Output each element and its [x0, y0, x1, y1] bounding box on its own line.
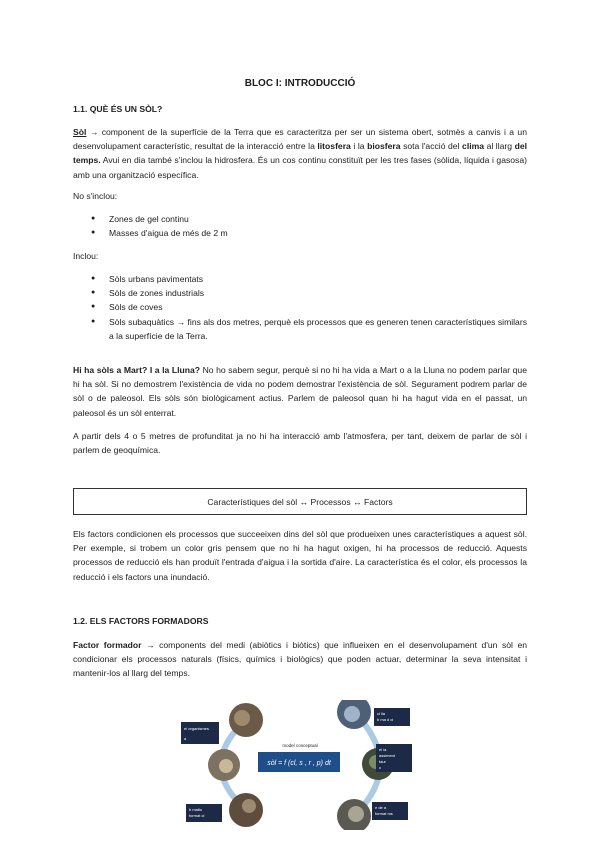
section-heading-1: 1.1. QUÈ ÉS UN SÒL?: [73, 104, 163, 114]
label-time-line: format ms: [375, 811, 393, 816]
mars-question: Hi ha sòls a Mart? I a la Lluna?: [73, 365, 201, 375]
factor-definition: [73, 638, 527, 681]
term-biosfera: biosfera: [367, 141, 401, 152]
arrow: →: [86, 127, 102, 137]
list-item: ● Sòls de coves: [73, 300, 527, 314]
term-clima: clima: [462, 141, 485, 152]
factor-text: components del medi (abiòtics i biòtics) que influeixen en el desenvolupament d'un sòl en condicionar els processos naturals (físics, químics i biològics) que poden actuar, determinar la seva intensitat i mantenir-los al llarg del temps.: [73, 640, 528, 679]
not-included-label: No s'inclou:: [73, 191, 118, 201]
def-text-e: Avui en dia també s'inclou la hidrosfera. És un cos continu constituït per les tres fases (sòlida, líquida i gasosa) amb una organització específica.: [73, 155, 527, 180]
label-organisms-line: el organismes: [184, 726, 209, 731]
parent-material-photo-detail: [242, 799, 256, 813]
soil-term: Sòl: [73, 127, 87, 137]
factor-term: Factor formador: [73, 640, 142, 650]
page-title: BLOC I: INTRODUCCIÓ: [244, 78, 356, 89]
section-heading-2: 1.2. ELS FACTORS FORMADORS: [73, 616, 209, 626]
mars-text: No ho sabem segur, perquè si no hi ha vida a Mart o a la Lluna no podem parlar que hi ha sòl. Si no demostrem l'existència de vida no podem demostrar l'existència de sòl. Segurament podrem parlar de sòl o de paleosol. Els sòls són biològicament actius. Parlem de paleosol quan hi ha hagut vida en el passat, un paleosol és un sòl enterrat.: [73, 365, 527, 418]
organisms-photo-detail: [234, 710, 250, 726]
model-title: model conceptual: [282, 743, 318, 748]
soil-factors-diagram: [176, 700, 426, 830]
list-item: ● Sòls urbans pavimentats: [73, 272, 527, 286]
arrow: →: [141, 640, 160, 650]
label-water-line: taur: [379, 759, 386, 764]
not-included-list: [73, 212, 527, 240]
label-climate-line: b ma d ci: [377, 717, 394, 722]
depth-paragraph: A partir dels 4 o 5 metres de profunditat ja no hi ha interacció amb l'atmosfera, per tant, deixem de parlar de sòl i parlem de geoquímica.: [73, 431, 527, 456]
soil-definition: [73, 125, 527, 182]
label-time-line: e de a: [375, 805, 387, 810]
topography-photo-detail: [219, 759, 233, 773]
label-organisms-line: a: [184, 736, 187, 741]
label-water-line: el ia: [379, 747, 387, 752]
label-water-line: c: [379, 765, 381, 770]
factors-paragraph: Els factors condicionen els processos que succeeixen dins del sòl que produeixen unes característiques a aquest sòl. Per exemple, si trobem un color gris pensem que no hi ha hagut oxigen, hi ha processos de reducció. Aquests processos de reducció els han produït l'entrada d'aigua i la sortida d'aire. La característica és el color, els processos la reducció i els factors una inundació.: [73, 529, 527, 582]
included-list: [73, 272, 527, 343]
formula-text: sòl = f (cl, s , r , p) dt: [267, 760, 331, 767]
def-text-b: i la: [350, 141, 368, 152]
relationship-box: Característiques del sòl ↔ Processos ↔ Factors: [73, 488, 527, 515]
label-water-line: assiment: [379, 753, 396, 758]
list-item: ● Masses d'aigua de més de 2 m: [73, 226, 527, 240]
term-litosfera: litosfera: [317, 141, 351, 152]
label-climate-line: cl ila: [377, 711, 386, 716]
label-parent-material-line: b matiu: [189, 807, 203, 812]
label-parent-material-line: format ci: [189, 813, 205, 818]
time-photo-detail: [348, 806, 364, 822]
list-item: ● Sòls subaquàtics → fins als dos metres, perquè els processos que es generen tenen característiques similars a la superfície de la Terra.: [73, 315, 527, 343]
mars-paragraph: [73, 363, 527, 420]
def-text-c: sota l'acció del: [400, 141, 463, 152]
def-text-d: al llarg: [484, 141, 515, 152]
included-label: Inclou:: [73, 251, 99, 261]
def-text-a: component de la superfície de la Terra que es caracteritza per ser un sistema obert, sotmès a canvis i a un desenvolupament característic, resultat de la interacció entre la: [73, 127, 527, 152]
term-temps: del temps.: [73, 141, 528, 166]
climate-photo-detail: [344, 706, 360, 722]
list-item: ● Zones de gel continu: [73, 212, 527, 226]
list-item: ● Sòls de zones industrials: [73, 286, 527, 300]
